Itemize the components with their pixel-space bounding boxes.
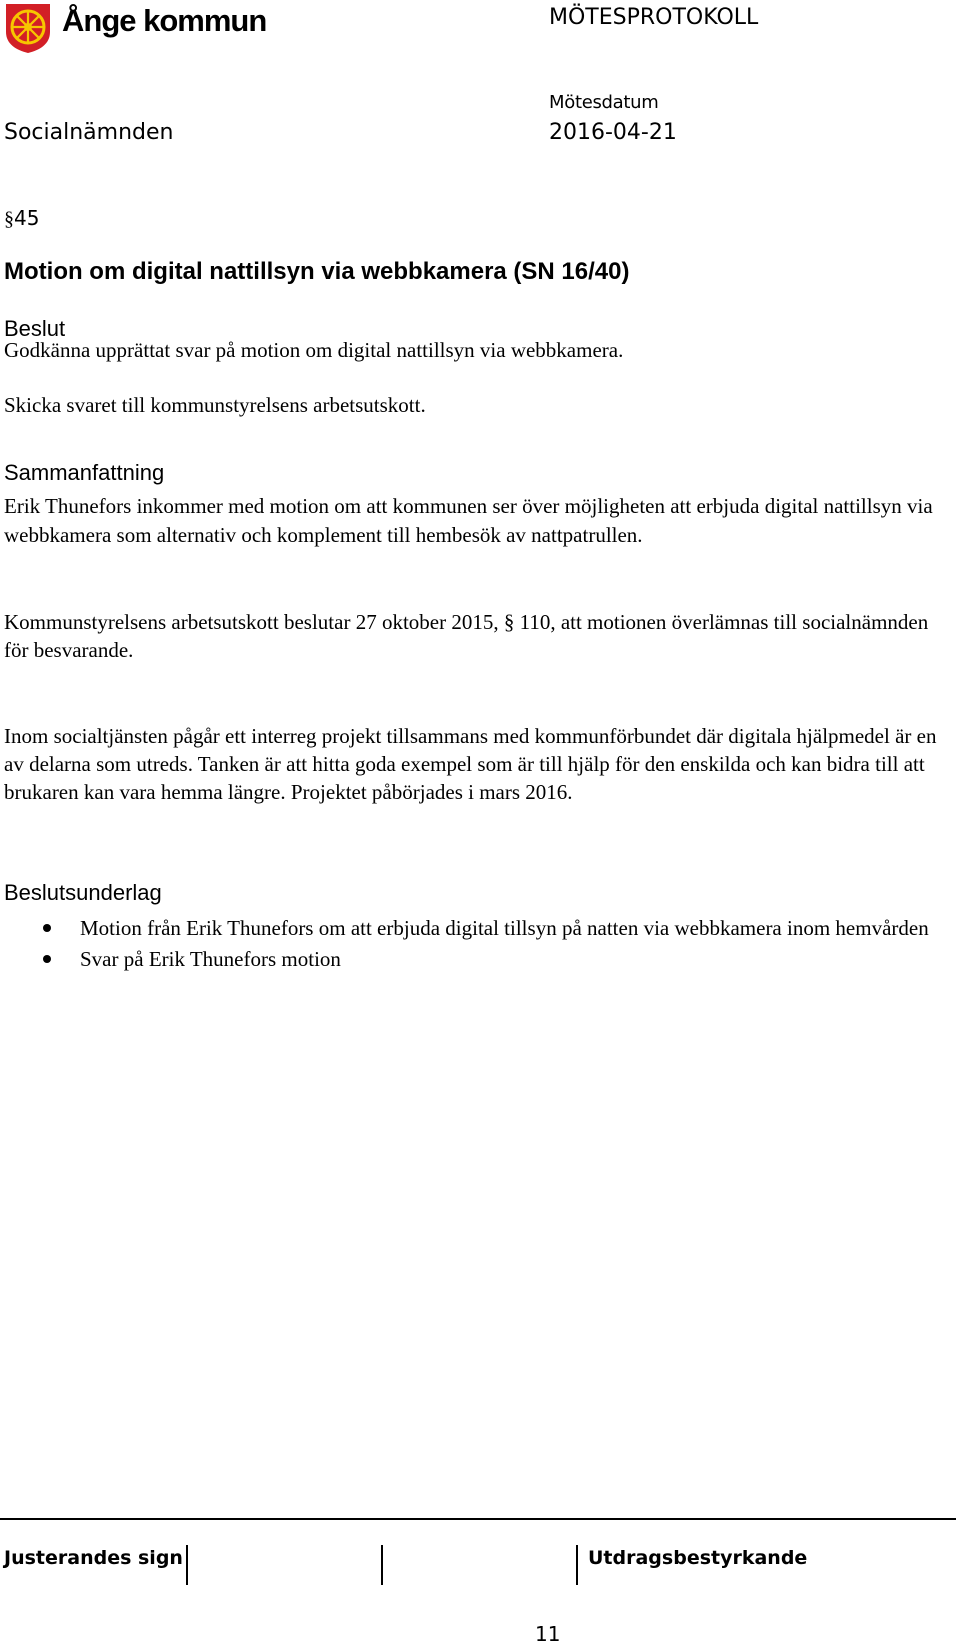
extract-certification-label: Utdragsbestyrkande (588, 1547, 808, 1569)
case-title: Motion om digital nattillsyn via webbkamera (SN 16/40) (4, 258, 630, 285)
list-item-text: Svar på Erik Thunefors motion (80, 947, 341, 971)
bullet-icon (43, 924, 51, 932)
section-heading-sammanfattning: Sammanfattning (4, 460, 165, 485)
decision-paragraph: Skicka svaret till kommunstyrelsens arbetsutskott. (4, 393, 426, 417)
summary-paragraph: Inom socialtjänsten pågår ett interreg projekt tillsammans med kommunförbundet där digitala hjälpmedel är en av delarna som utreds. Tanken är att hitta goda exempel som är till hjälp för den enskilda och kan bidra till att brukaren kan vara hemma längre. Projektet påbörjades i mars 2016. (4, 724, 937, 804)
signature-box-divider (381, 1545, 383, 1585)
signature-box-divider (576, 1545, 578, 1585)
section-symbol: § (4, 208, 14, 230)
meeting-date-label: Mötesdatum (549, 92, 659, 113)
committee-name: Socialnämnden (4, 120, 174, 145)
footer-divider (0, 1518, 956, 1520)
basis-document-list (0, 914, 956, 976)
section-heading-beslutsunderlag: Beslutsunderlag (4, 880, 162, 905)
paragraph-number (4, 206, 39, 231)
document-type: MÖTESPROTOKOLL (549, 5, 759, 30)
meeting-date: 2016-04-21 (549, 120, 677, 145)
decision-paragraph: Godkänna upprättat svar på motion om digital nattillsyn via webbkamera. (4, 338, 624, 362)
paragraph-number-value: 45 (14, 206, 40, 230)
summary-paragraph: Erik Thunefors inkommer med motion om att kommunen ser över möjligheten att erbjuda digital nattillsyn via webbkamera som alternativ och komplement till hembesök av nattpatrullen. (4, 494, 933, 547)
adjuster-signature-label: Justerandes sign (4, 1547, 183, 1569)
signature-box-divider (186, 1545, 188, 1585)
summary-paragraph: Kommunstyrelsens arbetsutskott beslutar 27 oktober 2015, § 110, att motionen överlämnas till socialnämnden för besvarande. (4, 610, 929, 662)
page-number: 11 (535, 1622, 561, 1646)
list-item (0, 914, 956, 942)
organization-name: Ånge kommun (62, 3, 267, 38)
wheel-emblem-icon (4, 2, 52, 54)
list-item (0, 945, 956, 973)
bullet-icon (43, 955, 51, 963)
list-item-text: Motion från Erik Thunefors om att erbjuda digital tillsyn på natten via webbkamera inom hemvården (80, 916, 929, 940)
section-heading-beslut: Beslut (4, 316, 66, 341)
